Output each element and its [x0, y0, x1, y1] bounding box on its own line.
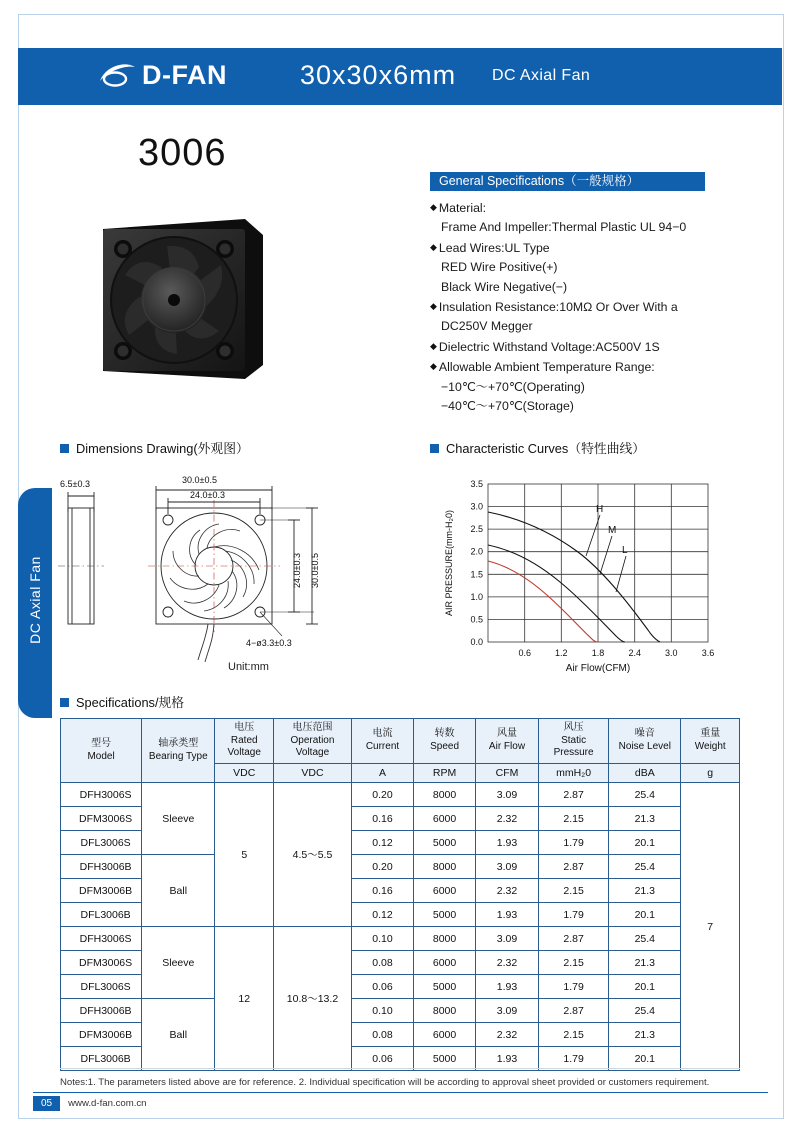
bullet-square-icon	[60, 698, 69, 707]
cell-model: DFH3006B	[61, 999, 142, 1023]
general-spec-text: Black Wire Negative(−)	[441, 279, 568, 294]
cell-current: 0.20	[351, 855, 413, 879]
notes-text: Notes:1. The parameters listed above are for reference. 2. Individual specification will be according to approval sheet provided or customers requirement.	[60, 1077, 710, 1088]
y-tick: 2.0	[470, 546, 483, 557]
cell-noise-level: 25.4	[609, 927, 681, 951]
general-spec-text: −40℃～+70℃(Storage)	[441, 399, 574, 414]
cell-static-pressure: 2.15	[539, 807, 609, 831]
general-spec-line: ◆ Material:	[430, 201, 487, 215]
footer-divider	[33, 1092, 768, 1093]
cell-static-pressure: 2.87	[539, 855, 609, 879]
bullet-square-icon	[430, 444, 439, 453]
section-heading-dimensions	[60, 438, 249, 457]
general-spec-line: ◆ Lead Wires:UL Type	[430, 240, 550, 255]
table-row	[61, 927, 740, 951]
specifications-table	[60, 718, 740, 1071]
table-row	[61, 999, 740, 1023]
cell-model: DFH3006S	[61, 927, 142, 951]
cell-current: 0.08	[351, 1023, 413, 1047]
general-spec-text: Lead Wires:UL Type	[438, 240, 550, 255]
general-spec-text: Insulation Resistance:10MΩ Or Over With a	[438, 300, 678, 315]
th-unit-static-pressure: mmH₂0	[539, 763, 609, 783]
th-operation-voltage: 电压范围 Operation Voltage	[274, 719, 352, 764]
cell-current: 0.12	[351, 831, 413, 855]
cell-speed: 8000	[414, 927, 476, 951]
cell-speed: 8000	[414, 783, 476, 807]
curve-label-M: M	[608, 525, 617, 536]
cell-model: DFH3006B	[61, 855, 142, 879]
cell-bearing-type: Ball	[142, 855, 215, 927]
general-specs-body	[430, 198, 750, 416]
cell-air-flow: 2.32	[475, 879, 538, 903]
logo-leaf-icon	[98, 59, 136, 92]
cell-speed: 5000	[414, 975, 476, 999]
th-unit-operation-voltage: VDC	[274, 763, 352, 783]
cell-static-pressure: 2.15	[539, 1023, 609, 1047]
cell-static-pressure: 2.15	[539, 951, 609, 975]
x-tick: 2.4	[628, 648, 641, 658]
cell-static-pressure: 1.79	[539, 903, 609, 927]
th-unit-rated-voltage: VDC	[215, 763, 274, 783]
y-tick: 1.0	[470, 591, 483, 602]
cell-current: 0.20	[351, 783, 413, 807]
th-unit-speed: RPM	[414, 763, 476, 783]
cell-speed: 6000	[414, 879, 476, 903]
cell-model: DFL3006S	[61, 975, 142, 999]
cell-air-flow: 1.93	[475, 903, 538, 927]
cell-noise-level: 20.1	[609, 975, 681, 999]
cell-speed: 5000	[414, 903, 476, 927]
cell-current: 0.16	[351, 879, 413, 903]
bullet-square-icon	[60, 444, 69, 453]
cell-current: 0.10	[351, 927, 413, 951]
cell-air-flow: 2.32	[475, 807, 538, 831]
section-heading-curves	[430, 438, 645, 457]
cell-bearing-type: Sleeve	[142, 927, 215, 999]
cell-current: 0.16	[351, 807, 413, 831]
cell-air-flow: 3.09	[475, 783, 538, 807]
y-tick: 3.0	[470, 501, 483, 512]
general-spec-line	[430, 218, 750, 237]
curve-H	[488, 512, 660, 642]
x-tick: 1.8	[591, 648, 605, 658]
x-tick: 0.6	[518, 648, 531, 658]
th-unit-air-flow: CFM	[475, 763, 538, 783]
cell-static-pressure: 2.87	[539, 927, 609, 951]
cell-noise-level: 21.3	[609, 951, 681, 975]
cell-air-flow: 3.09	[475, 999, 538, 1023]
th-noise-level: 噪音 Noise Level	[609, 719, 681, 764]
page-footer	[33, 1096, 147, 1111]
th-unit-current: A	[351, 763, 413, 783]
side-tab	[18, 488, 52, 718]
general-spec-line	[430, 258, 750, 277]
model-number: 3006	[138, 132, 227, 174]
general-spec-text: Frame And Impeller:Thermal Plastic UL 94−0	[441, 220, 687, 235]
general-spec-line: ◆ Allowable Ambient Temperature Range:	[430, 360, 655, 375]
th-weight: 重量 Weight	[681, 719, 740, 764]
th-current: 电流 Current	[351, 719, 413, 764]
cell-air-flow: 3.09	[475, 855, 538, 879]
table-header-row	[61, 719, 740, 764]
th-unit-weight: g	[681, 763, 740, 783]
dimensions-drawing	[56, 470, 406, 680]
cell-model: DFM3006B	[61, 1023, 142, 1047]
y-tick: 0.0	[470, 637, 483, 647]
th-speed: 转数 Speed	[414, 719, 476, 764]
general-spec-line	[430, 378, 750, 397]
cell-noise-level: 25.4	[609, 999, 681, 1023]
cell-air-flow: 1.93	[475, 1047, 538, 1071]
page-header	[18, 48, 782, 105]
cell-model: DFL3006S	[61, 831, 142, 855]
fan-product-photo	[95, 213, 269, 385]
cell-model: DFH3006S	[61, 783, 142, 807]
cell-rated-voltage: 12	[215, 927, 274, 1071]
cell-operation-voltage: 4.5～5.5	[274, 783, 352, 927]
x-tick: 3.6	[701, 648, 715, 658]
general-spec-line	[430, 317, 750, 336]
table-row	[61, 783, 740, 807]
general-spec-line: ◆ Dielectric Withstand Voltage:AC500V 1S	[430, 339, 660, 354]
th-unit-noise-level: dBA	[609, 763, 681, 783]
general-spec-line: ◆ Insulation Resistance:10MΩ Or Over With a	[430, 300, 678, 315]
cell-model: DFL3006B	[61, 903, 142, 927]
cell-operation-voltage: 10.8～13.2	[274, 927, 352, 1071]
curve-label-L: L	[622, 545, 628, 556]
cell-noise-level: 20.1	[609, 831, 681, 855]
cell-rated-voltage: 5	[215, 783, 274, 927]
side-tab-label: DC Axial Fan	[27, 556, 43, 644]
y-tick: 1.5	[470, 569, 483, 580]
brand-logo	[98, 59, 227, 92]
dim-hole-pitch-w-label: 24.0±0.3	[190, 490, 225, 500]
cell-speed: 8000	[414, 999, 476, 1023]
cell-speed: 6000	[414, 1023, 476, 1047]
brand-name: D-FAN	[142, 60, 227, 90]
cell-noise-level: 25.4	[609, 783, 681, 807]
cell-model: DFM3006S	[61, 951, 142, 975]
cell-current: 0.08	[351, 951, 413, 975]
cell-bearing-type: Ball	[142, 999, 215, 1071]
general-spec-text: −10℃～+70℃(Operating)	[441, 379, 585, 394]
cell-speed: 8000	[414, 855, 476, 879]
general-specs-title: General Specifications（一般规格）	[430, 172, 705, 191]
section-heading-text: Characteristic Curves（特性曲线）	[446, 441, 646, 456]
th-bearing-type: 轴承类型 Bearing Type	[142, 719, 215, 783]
cell-noise-level: 21.3	[609, 1023, 681, 1047]
general-spec-text: Allowable Ambient Temperature Range:	[438, 360, 655, 375]
cell-static-pressure: 1.79	[539, 975, 609, 999]
cell-noise-level: 20.1	[609, 1047, 681, 1071]
cell-noise-level: 25.4	[609, 855, 681, 879]
general-spec-text: RED Wire Positive(+)	[441, 260, 558, 275]
dim-hole-note-label: 4−ø3.3±0.3	[246, 638, 292, 648]
page-number: 05	[33, 1096, 60, 1111]
cell-noise-level: 21.3	[609, 879, 681, 903]
cell-weight: 7	[681, 783, 740, 1071]
table-row	[61, 855, 740, 879]
general-spec-text: DC250V Megger	[441, 319, 533, 334]
cell-air-flow: 2.32	[475, 951, 538, 975]
cell-air-flow: 1.93	[475, 831, 538, 855]
cell-speed: 5000	[414, 831, 476, 855]
dim-thickness-label: 6.5±0.3	[60, 479, 90, 489]
cell-model: DFL3006B	[61, 1047, 142, 1071]
website-url[interactable]: www.d-fan.com.cn	[68, 1098, 147, 1109]
cell-speed: 6000	[414, 951, 476, 975]
x-tick: 1.2	[555, 648, 568, 658]
cell-current: 0.12	[351, 903, 413, 927]
cell-air-flow: 2.32	[475, 1023, 538, 1047]
th-rated-voltage: 电压 Rated Voltage	[215, 719, 274, 764]
th-model: 型号 Model	[61, 719, 142, 783]
y-tick: 2.5	[470, 524, 483, 535]
general-spec-line	[430, 278, 750, 297]
y-tick: 0.5	[470, 614, 483, 625]
th-air-flow: 风量 Air Flow	[475, 719, 538, 764]
th-static-pressure: 风压 Static Pressure	[539, 719, 609, 764]
cell-speed: 5000	[414, 1047, 476, 1071]
cell-air-flow: 3.09	[475, 927, 538, 951]
section-heading-text: Dimensions Drawing(外观图）	[76, 441, 249, 456]
dim-outer-width-label: 30.0±0.5	[182, 475, 217, 485]
cell-bearing-type: Sleeve	[142, 783, 215, 855]
cell-current: 0.06	[351, 1047, 413, 1071]
cell-static-pressure: 1.79	[539, 1047, 609, 1071]
dim-hole-pitch-h-label: 24.0±0.3	[292, 553, 302, 588]
cell-model: DFM3006B	[61, 879, 142, 903]
curve-label-H: H	[596, 504, 604, 515]
y-tick: 3.5	[470, 479, 483, 489]
curve-L	[488, 561, 597, 642]
cell-noise-level: 21.3	[609, 807, 681, 831]
cell-model: DFM3006S	[61, 807, 142, 831]
general-spec-text: Material:	[438, 201, 487, 215]
cell-air-flow: 1.93	[475, 975, 538, 999]
characteristic-curve-chart	[430, 470, 760, 680]
y-axis-label: AIR PRESSURE(mm-H₂0)	[444, 509, 454, 617]
notes-divider	[60, 1068, 740, 1069]
cell-current: 0.10	[351, 999, 413, 1023]
section-heading-specifications	[60, 692, 184, 711]
dimension-unit-label: Unit:mm	[228, 661, 269, 673]
cell-static-pressure: 2.87	[539, 783, 609, 807]
general-spec-text: Dielectric Withstand Voltage:AC500V 1S	[438, 339, 660, 354]
x-axis-label: Air Flow(CFM)	[565, 663, 631, 674]
cell-noise-level: 20.1	[609, 903, 681, 927]
cell-current: 0.06	[351, 975, 413, 999]
dim-outer-height-label: 30.0±0.5	[310, 553, 320, 588]
cell-speed: 6000	[414, 807, 476, 831]
cell-static-pressure: 1.79	[539, 831, 609, 855]
cell-static-pressure: 2.15	[539, 879, 609, 903]
product-size-title: 30x30x6mm	[300, 60, 457, 90]
product-type-subtitle: DC Axial Fan	[492, 67, 591, 84]
general-spec-line	[430, 397, 750, 416]
section-heading-text: Specifications/规格	[76, 695, 185, 710]
x-tick: 3.0	[665, 648, 678, 658]
cell-static-pressure: 2.87	[539, 999, 609, 1023]
